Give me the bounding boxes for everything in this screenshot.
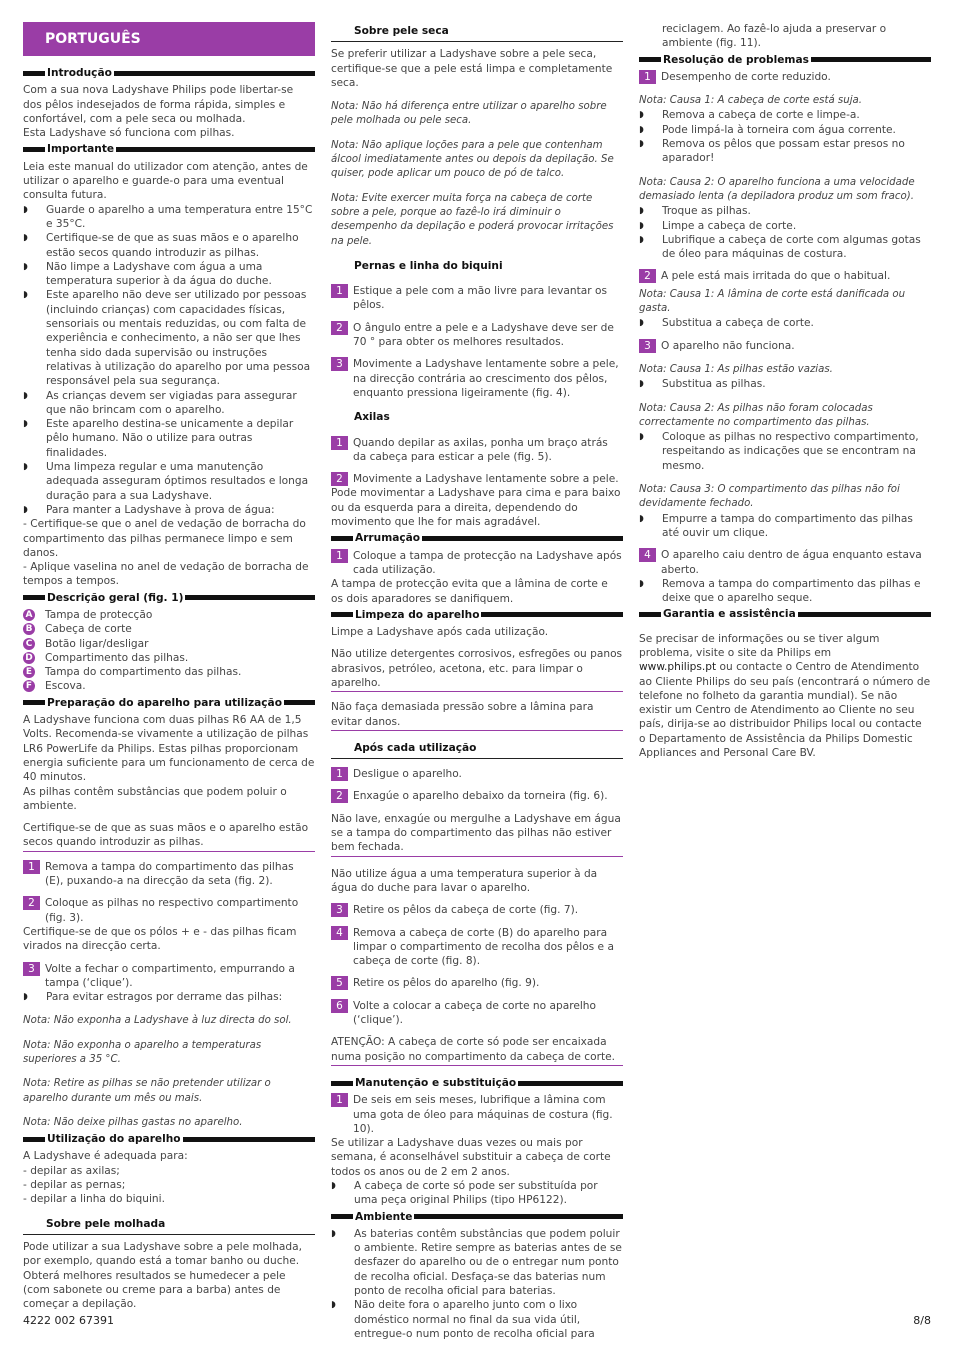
list-item: ◗ Certifique-se de que as suas mãos e o aparelho estão secos quando introduzir as pilhas. (23, 231, 315, 260)
subheading-wet: Sobre pele molhada (23, 1217, 315, 1235)
list-item: ◗ Pode limpá-la à torneira com água corrente. (639, 123, 931, 137)
paragraph: Se utilizar a Ladyshave duas vezes ou mais por semana, é aconselhável substituir a cabeça de corte todos os anos ou de 2 em 2 anos. (331, 1137, 611, 1178)
bullet-list (23, 203, 315, 518)
step-3: 3 Retire os pêlos da cabeça de corte (fig. 7). (331, 903, 623, 917)
list-item: ◗ Substitua as pilhas. (639, 377, 931, 391)
warning-text: Não faça demasiada pressão sobre a lâmina para evitar danos. (331, 700, 623, 731)
note: Nota: Causa 1: As pilhas estão vazias. (639, 363, 833, 375)
note: Nota: Causa 3: O compartimento das pilhas não foi devidamente fechado. (639, 484, 900, 510)
section-heading-maintenance: Manutenção e substituição (331, 1076, 623, 1090)
step-1: 1 Coloque a tampa de protecção na Ladyshave após cada utilização. (331, 549, 623, 578)
paragraph: A Ladyshave é adequada para: (23, 1150, 188, 1163)
note: Nota: Não exponha a Ladyshave à luz directa do sol. (23, 1015, 292, 1027)
language-title: PORTUGUÊS (23, 22, 315, 56)
list-item: ◗ As baterias contêm substâncias que podem poluir o ambiente. Retire sempre as baterias antes de se desfazer do aparelho ou de o entregar num ponto de recolha oficial. Desfaça-se das baterias num ponto de recolha oficial para baterias. (331, 1227, 623, 1298)
subheading-armpits: Axilas (354, 411, 390, 424)
paragraph: - depilar a linha do biquini. (23, 1193, 165, 1206)
subheading-after-use: Após cada utilização (331, 741, 623, 759)
subheading-legs: Pernas e linha do biquini (354, 259, 503, 272)
section-heading-environment: Ambiente (331, 1210, 623, 1224)
step-6: 6 Volte a colocar a cabeça de corte no aparelho (‘clique’). (331, 999, 623, 1028)
column-2 (331, 22, 623, 1341)
paragraph: Com a sua nova Ladyshave Philips pode libertar-se dos pêlos indesejados de forma rápida, simples e confortável, com a pele seca ou molhada. (23, 84, 294, 125)
bullet-list (639, 377, 931, 391)
bullet-list (639, 316, 931, 330)
column-3 (639, 22, 931, 760)
step-5: 5 Retire os pêlos do aparelho (fig. 9). (331, 976, 623, 990)
list-item: ◗ Para evitar estragos por derrame das pilhas: (23, 990, 315, 1004)
paragraph: Obterá melhores resultados se humedecer a pele (com sabonete ou creme para a barba) antes de começar a depilação. (23, 1269, 286, 1311)
philips-link[interactable]: www.philips.pt (639, 661, 717, 674)
list-item: ◗ Este aparelho destina-se unicamente a depilar pêlo humano. Não o utilize para outras finalidades. (23, 417, 315, 460)
section-heading-description: Descrição geral (fig. 1) (23, 591, 315, 605)
paragraph: A tampa de protecção evita que a lâmina de corte e os dois aparadores se danifiquem. (331, 578, 608, 605)
list-item: ◗ Limpe a cabeça de corte. (639, 219, 931, 233)
warning-text: Certifique-se de que as suas mãos e o aparelho estão secos quando introduzir as pilhas. (23, 821, 315, 852)
paragraph: - Certifique-se que o anel de vedação de borracha do compartimento das pilhas permanece limpo e sem danos. (23, 518, 306, 559)
step-1: 1 Remova a tampa do compartimento das pilhas (E), puxando-a na direcção da seta (fig. 2). (23, 860, 315, 889)
bullet-list (331, 1227, 623, 1341)
bullet-list (639, 108, 931, 165)
part-item: E Tampa do compartimento das pilhas. (23, 665, 315, 679)
list-item: ◗ Remova os pêlos que possam estar presos no aparador! (639, 137, 931, 166)
note: Nota: Não deixe pilhas gastas no aparelho. (23, 1116, 243, 1128)
bullet-list (639, 577, 931, 606)
note: Nota: Não aplique loções para a pele que contenham álcool imediatamente antes ou depois da depilação. Se quiser, pode aplicar um pouco de pó de talco. (331, 139, 614, 180)
problem-4: 4 O aparelho caiu dentro de água enquanto estava aberto. (639, 548, 931, 577)
document-code: 4222 002 67391 (23, 1314, 114, 1327)
section-heading-important: Importante (23, 142, 315, 156)
step-2: 2 Movimente a Ladyshave lentamente sobre a pele. (331, 472, 623, 486)
warning-text: Não utilize detergentes corrosivos, esfregões ou panos abrasivos, petróleo, acetona, etc. para limpar o aparelho. (331, 647, 623, 692)
paragraph: - depilar as axilas; (23, 1164, 120, 1177)
step-2: 2 O ângulo entre a pele e a Ladyshave deve ser de 70 ° para obter os melhores resultados. (331, 321, 623, 350)
step-1: 1 De seis em seis meses, lubrifique a lâmina com uma gota de óleo para máquinas de costura (fig. 10). (331, 1093, 623, 1136)
list-item: ◗ Empurre a tampa do compartimento das pilhas até ouvir um clique. (639, 512, 931, 541)
list-item: ◗ Não deite fora o aparelho junto com o lixo doméstico normal no final da sua vida útil, entregue-o num ponto de recolha oficial para (331, 1298, 623, 1341)
list-item: ◗ Remova a cabeça de corte e limpe-a. (639, 108, 931, 122)
paragraph: Se preferir utilizar a Ladyshave sobre a pele seca, certifique-se que a pele está limpa e completamente seca. (331, 48, 613, 89)
bullet-list (23, 990, 315, 1004)
step-1: 1 Estique a pele com a mão livre para levantar os pêlos. (331, 284, 623, 313)
step-3: 3 Volte a fechar o compartimento, empurrando a tampa (‘clique’). (23, 962, 315, 991)
problem-3: 3 O aparelho não funciona. (639, 339, 931, 353)
step-4: 4 Remova a cabeça de corte (B) do aparelho para limpar o compartimento de recolha dos pêlos e a cabeça de corte (fig. 8). (331, 926, 623, 969)
note: Nota: Não há diferença entre utilizar o aparelho sobre pele molhada ou pele seca. (331, 101, 607, 127)
paragraph: - Aplique vaselina no anel de vedação de borracha de tempos a tempos. (23, 561, 309, 588)
paragraph: reciclagem. Ao fazê-lo ajuda a preservar o ambiente (fig. 11). (662, 23, 887, 50)
column-1 (23, 22, 315, 1311)
warning-text: Não lave, enxagúe ou mergulhe a Ladyshave em água se a tampa do compartimento das pilhas não estiver bem fechada. (331, 812, 623, 857)
warning-text: ATENÇÃO: A cabeça de corte só pode ser encaixada numa posição no compartimento da cabeça de corte. (331, 1035, 623, 1066)
paragraph: Certifique-se de que os pólos + e - das pilhas ficam virados na direcção certa. (23, 925, 297, 953)
section-heading-warranty: Garantia e assistência (639, 607, 931, 621)
paragraph: Pode utilizar a sua Ladyshave sobre a pele molhada, por exemplo, quando está a tomar banho ou duche. (23, 1240, 302, 1268)
note: Nota: Causa 2: As pilhas não foram colocadas correctamente no compartimento das pilhas. (639, 402, 873, 428)
step-1: 1 Desligue o aparelho. (331, 767, 623, 781)
paragraph: Esta Ladyshave só funciona com pilhas. (23, 127, 235, 140)
list-item: ◗ Substitua a cabeça de corte. (639, 316, 931, 330)
part-item: F Escova. (23, 679, 315, 693)
list-item: ◗ Para manter a Ladyshave à prova de água: (23, 503, 315, 517)
step-1: 1 Quando depilar as axilas, ponha um braço atrás da cabeça para esticar a pele (fig. 5). (331, 436, 623, 465)
list-item: ◗ A cabeça de corte só pode ser substituída por uma peça original Philips (tipo HP6122). (331, 1179, 623, 1208)
warranty-paragraph: www.philips.pt ou contacte o Centro de Atendimento ao Cliente Philips do seu país (encontrará o número de telefone no folheto da garantia mundial). Se não existir um Centro de Atendimento ao Cliente no seu país, dirija-se ao distribuidor Philips local ou contacte o Departamento de Assistência da Philips Domestic Appliances and Personal Care BV. (639, 661, 931, 760)
note: Nota: Causa 1: A lâmina de corte está danificada ou gasta. (639, 288, 906, 315)
step-2: 2 Enxagúe o aparelho debaixo da torneira (fig. 6). (331, 789, 623, 803)
list-item: ◗ Guarde o aparelho a uma temperatura entre 15°C e 35°C. (23, 203, 315, 232)
paragraph: - depilar as pernas; (23, 1179, 126, 1192)
list-item: ◗ Não limpe a Ladyshave com água a uma temperatura superior à da água do duche. (23, 260, 315, 289)
paragraph: Pode movimentar a Ladyshave para cima e para baixo ou da esquerda para a direita, dependendo do movimento que lhe for mais agradável. (331, 487, 621, 529)
page-number: 8/8 (913, 1314, 931, 1327)
problem-1: 1 Desempenho de corte reduzido. (639, 70, 931, 84)
paragraph: Se precisar de informações ou se tiver algum problema, visite o site da Philips em (639, 632, 880, 659)
section-heading-troubleshooting: Resolução de problemas (639, 53, 931, 67)
section-heading-use: Utilização do aparelho (23, 1132, 315, 1146)
part-item: D Compartimento das pilhas. (23, 651, 315, 665)
subheading-dry: Sobre pele seca (331, 24, 623, 42)
part-item: A Tampa de protecção (23, 608, 315, 622)
part-item: C Botão ligar/desligar (23, 637, 315, 651)
step-2: 2 Coloque as pilhas no respectivo compartimento (fig. 3). (23, 896, 315, 925)
list-item: ◗ Troque as pilhas. (639, 204, 931, 218)
section-heading-cleaning: Limpeza do aparelho (331, 608, 623, 622)
note: Nota: Causa 1: A cabeça de corte está suja. (639, 95, 863, 107)
problem-2: 2 A pele está mais irritada do que o habitual. (639, 269, 931, 283)
paragraph: As pilhas contêm substâncias que podem poluir o ambiente. (23, 785, 287, 812)
paragraph: Não utilize água a uma temperatura superior à da água do duche para lavar o aparelho. (331, 867, 598, 894)
section-heading-intro: Introdução (23, 66, 315, 80)
bullet-list (639, 204, 931, 261)
list-item: ◗ Remova a tampa do compartimento das pilhas e deixe que o aparelho seque. (639, 577, 931, 606)
list-item: ◗ Lubrifique a cabeça de corte com algumas gotas de óleo para máquinas de costura. (639, 233, 931, 262)
step-3: 3 Movimente a Ladyshave lentamente sobre a pele, na direcção contrária ao crescimento dos pêlos, enquanto pressiona ligeiramente (fig. 4). (331, 357, 623, 400)
section-heading-storage: Arrumação (331, 531, 623, 545)
part-item: B Cabeça de corte (23, 622, 315, 636)
bullet-list (639, 430, 931, 473)
paragraph: A Ladyshave funciona com duas pilhas R6 AA de 1,5 Volts. Recomenda-se vivamente a utilização de pilhas LR6 PowerLife da Philips. Estas pilhas proporcionam energia suficiente para um funcionamento de cerca de 40 minutos. (23, 714, 315, 784)
note: Nota: Não exponha o aparelho a temperaturas superiores a 35 °C. (23, 1039, 262, 1065)
note: Nota: Retire as pilhas se não pretender utilizar o aparelho durante um mês ou mais. (23, 1078, 271, 1104)
bullet-list (331, 1179, 623, 1208)
note: Nota: Causa 2: O aparelho funciona a uma velocidade demasiado lenta (a depiladora produz um som fraco). (639, 176, 915, 202)
list-item: ◗ Uma limpeza regular e uma manutenção adequada asseguram óptimos resultados e longa duração para a sua Ladyshave. (23, 460, 315, 503)
list-item: ◗ Coloque as pilhas no respectivo compartimento, respeitando as indicações que se encontram na mesmo. (639, 430, 931, 473)
section-heading-preparation: Preparação do aparelho para utilização (23, 696, 315, 710)
paragraph: Leia este manual do utilizador com atenção, antes de utilizar o aparelho e guarde-o para uma eventual consulta futura. (23, 160, 308, 202)
paragraph: Limpe a Ladyshave após cada utilização. (331, 626, 549, 639)
list-item: ◗ As crianças devem ser vigiadas para assegurar que não brincam com o aparelho. (23, 389, 315, 418)
bullet-list (639, 512, 931, 541)
note: Nota: Evite exercer muita força na cabeça de corte sobre a pele, porque ao fazê-lo irá diminuir o desempenho da depilação e poderá provocar irritações na pele. (331, 192, 614, 247)
list-item: ◗ Este aparelho não deve ser utilizado por pessoas (incluindo crianças) com capacidades físicas, sensoriais ou mentais reduzidas, ou com falta de experiência e conhecimento, a não ser que lhes tenha sido dada supervisão ou instruções relativas à utilização do aparelho por uma pessoa responsável pela sua segurança. (23, 288, 315, 388)
